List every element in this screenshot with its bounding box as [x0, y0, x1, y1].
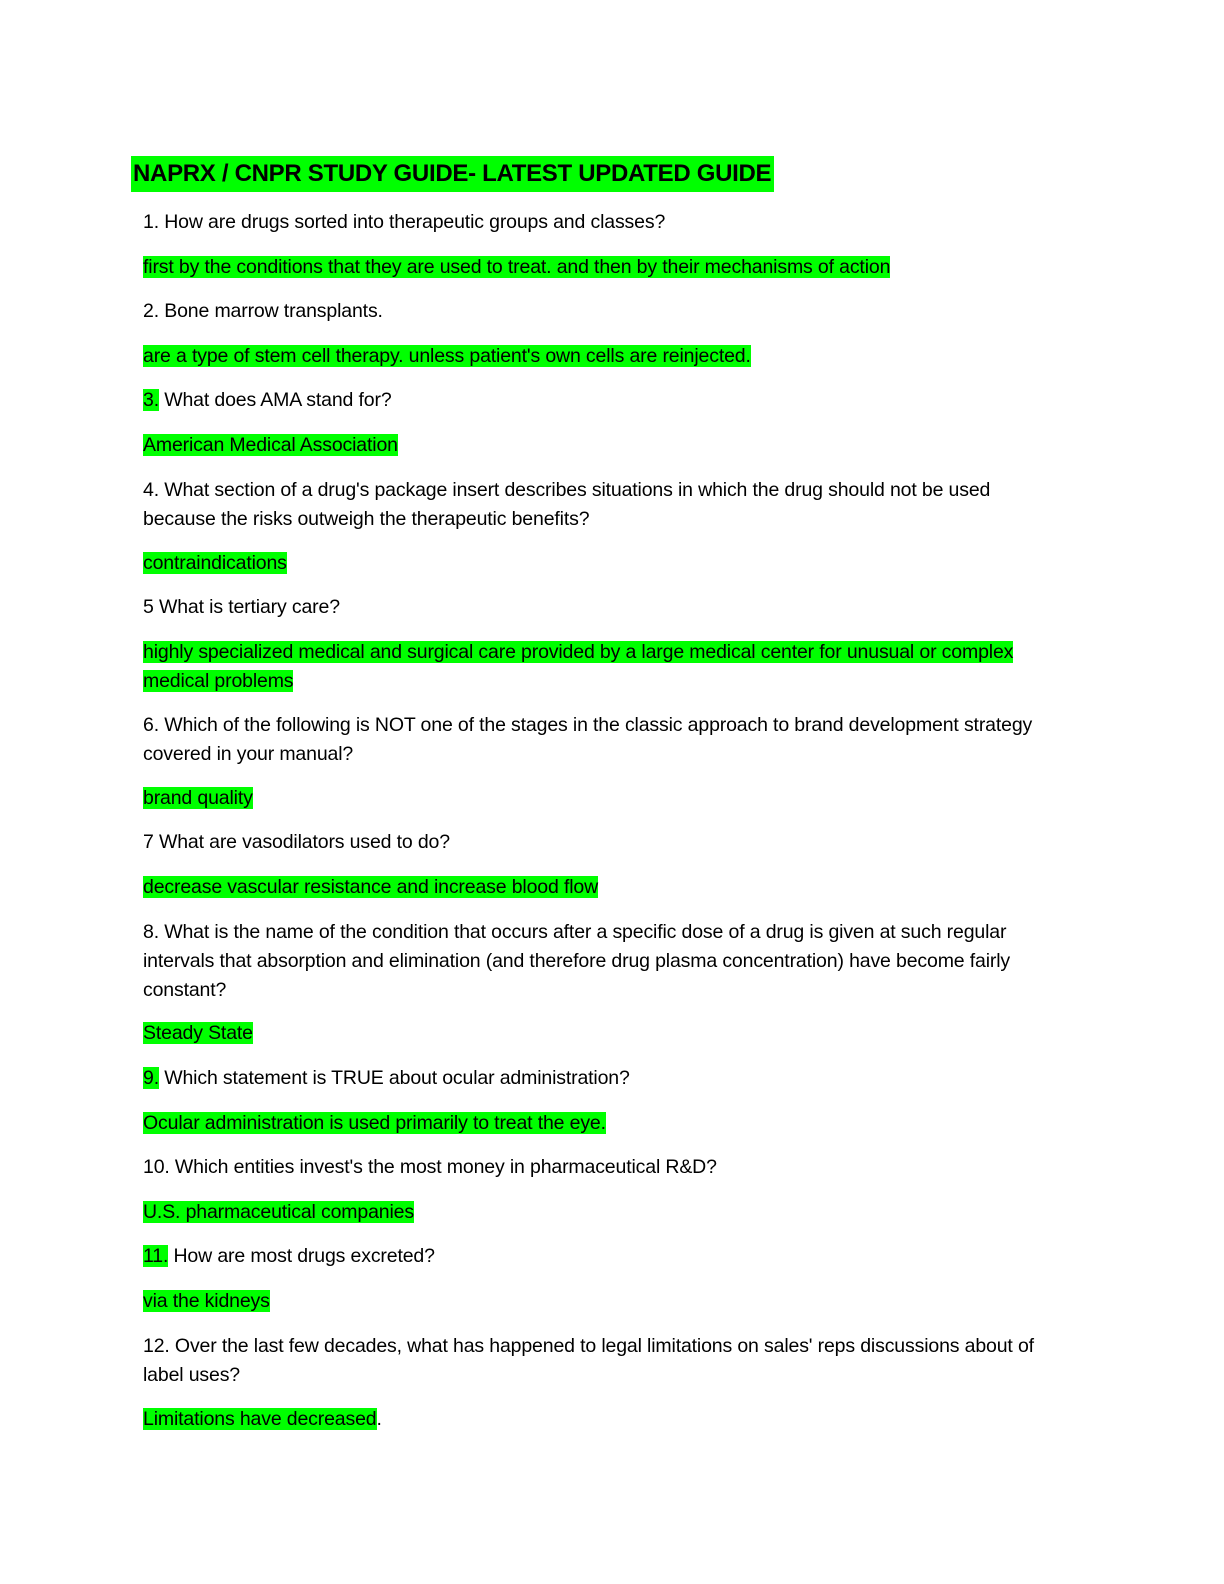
question-8-line-2: intervals that absorption and elimination (and therefore drug plasma concentration) have become fairly [143, 950, 1011, 972]
question-2 [143, 297, 383, 326]
question-8-line-1: 8. What is the name of the condition that occurs after a specific dose of a drug is given at such regular [143, 921, 1007, 943]
answer-5 [143, 638, 1013, 667]
answer-3 [143, 431, 398, 460]
answer-10 [143, 1198, 414, 1227]
question-4-line-2: because the risks outweigh the therapeutic benefits? [143, 508, 590, 530]
question-12-line-1: 12. Over the last few decades, what has happened to legal limitations on sales' reps discussions about of [143, 1335, 1034, 1357]
question-11-line-1: How are most drugs excreted? [168, 1245, 435, 1267]
question-11 [143, 1242, 435, 1271]
answer-5-line-2: medical problems [143, 670, 294, 692]
answer-2 [143, 342, 751, 371]
question-7-line-1: 7 What are vasodilators used to do? [143, 831, 450, 853]
question-8-cont-1 [143, 947, 1010, 976]
answer-8-line-1: Steady State [143, 1022, 253, 1044]
question-3 [143, 386, 392, 415]
answer-4 [143, 549, 287, 578]
answer-5-line-1: highly specialized medical and surgical care provided by a large medical center for unusual or complex [143, 641, 1014, 663]
answer-12-suffix: . [376, 1408, 382, 1430]
question-8-cont-2 [143, 976, 226, 1005]
question-3-number: 3. [143, 389, 159, 411]
answer-12-line-1: Limitations have decreased [143, 1408, 377, 1430]
question-10 [143, 1153, 717, 1182]
question-9-number: 9. [143, 1067, 159, 1089]
question-4-cont [143, 505, 589, 534]
question-8-line-3: constant? [143, 979, 227, 1001]
question-1-line-1: 1. How are drugs sorted into therapeutic groups and classes? [143, 211, 666, 233]
question-9-line-1: Which statement is TRUE about ocular administration? [158, 1067, 630, 1089]
document-title: NAPRX / CNPR STUDY GUIDE- LATEST UPDATED GUIDE [131, 156, 774, 192]
answer-11-line-1: via the kidneys [143, 1290, 270, 1312]
question-6-cont [143, 740, 353, 769]
question-7 [143, 828, 450, 857]
question-6-line-2: covered in your manual? [143, 743, 354, 765]
question-1 [143, 208, 665, 237]
answer-12 [143, 1405, 382, 1434]
answer-8 [143, 1019, 253, 1048]
answer-1-line-1: first by the conditions that they are used to treat. and then by their mechanisms of action [143, 256, 891, 278]
question-12-cont [143, 1361, 240, 1390]
question-10-line-1: 10. Which entities invest's the most money in pharmaceutical R&D? [143, 1156, 717, 1178]
question-3-line-1: What does AMA stand for? [158, 389, 392, 411]
question-4-line-1: 4. What section of a drug's package insert describes situations in which the drug should not be used [143, 479, 991, 501]
answer-1 [143, 253, 890, 282]
answer-3-line-1: American Medical Association [143, 434, 398, 456]
answer-5-cont [143, 667, 293, 696]
question-12 [143, 1332, 1034, 1361]
question-6-line-1: 6. Which of the following is NOT one of the stages in the classic approach to brand development strategy [143, 714, 1033, 736]
answer-9-line-1: Ocular administration is used primarily to treat the eye. [143, 1112, 606, 1134]
question-4 [143, 476, 990, 505]
answer-6 [143, 784, 253, 813]
question-8 [143, 918, 1006, 947]
answer-7 [143, 873, 598, 902]
question-2-line-1: 2. Bone marrow transplants. [143, 300, 383, 322]
question-5 [143, 593, 340, 622]
answer-10-line-1: U.S. pharmaceutical companies [143, 1201, 414, 1223]
question-5-line-1: 5 What is tertiary care? [143, 596, 340, 618]
question-6 [143, 711, 1032, 740]
answer-7-line-1: decrease vascular resistance and increase blood flow [143, 876, 599, 898]
question-12-line-2: label uses? [143, 1364, 241, 1386]
answer-11 [143, 1287, 270, 1316]
answer-9 [143, 1109, 606, 1138]
answer-4-line-1: contraindications [143, 552, 287, 574]
answer-2-line-1: are a type of stem cell therapy. unless patient's own cells are reinjected. [143, 345, 751, 367]
answer-6-line-1: brand quality [143, 787, 253, 809]
question-9 [143, 1064, 630, 1093]
question-11-number: 11. [143, 1245, 169, 1267]
